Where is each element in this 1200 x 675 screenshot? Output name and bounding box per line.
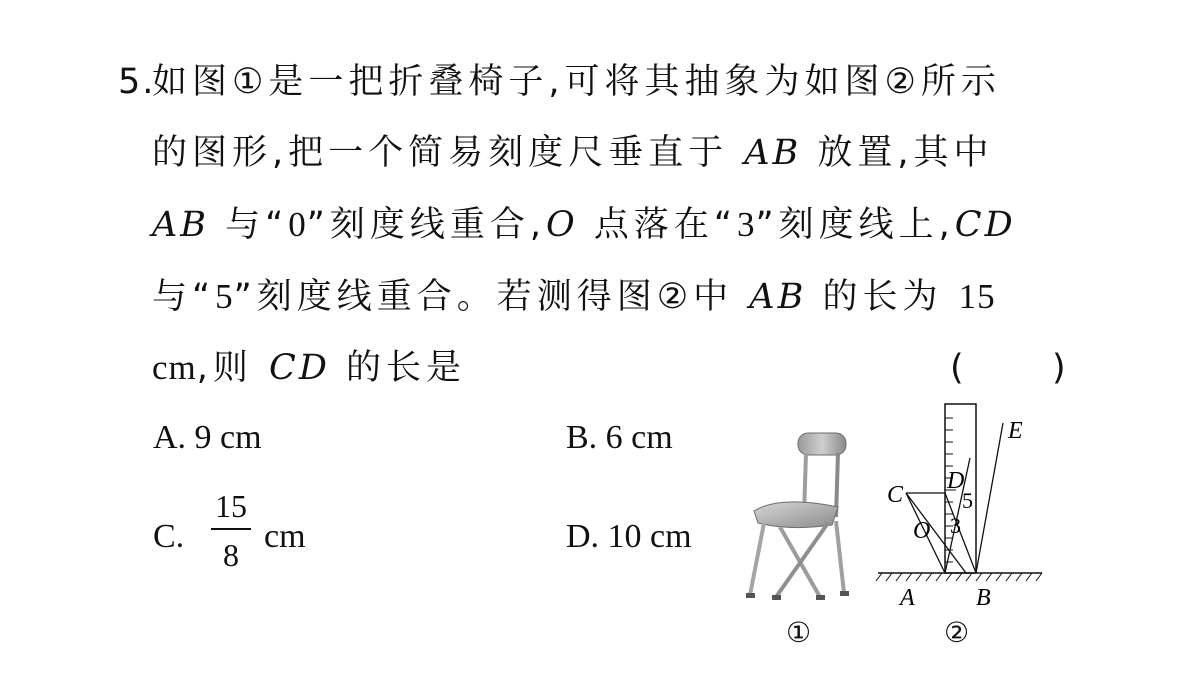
segment-cd: CD [269, 348, 330, 388]
question-text: 的长为 [822, 277, 943, 317]
label-e: E [1008, 418, 1023, 444]
question-text: 与“ [225, 205, 289, 245]
segment-ab: AB [152, 205, 209, 245]
question-text: ”刻度线重合。若测得图②中 [233, 277, 734, 317]
figure-1-caption: ① [786, 616, 812, 649]
option-c-unit: cm [264, 518, 306, 555]
mark-three: 3 [737, 205, 756, 244]
question-text: ,则 [196, 348, 253, 388]
length-value: 15 [958, 277, 996, 316]
question-text: 放置,其中 [817, 133, 994, 173]
point-o: O [546, 205, 578, 245]
label-d: D [947, 468, 965, 494]
question-text: 如图①是一把折叠椅子,可将其抽象为如图②所示 [152, 62, 1001, 102]
segment-ab: AB [749, 277, 807, 317]
question-text: 的长是 [346, 348, 467, 388]
question-line-1 [152, 62, 1001, 102]
figure-2-caption: ② [944, 616, 970, 649]
question-line-5 [152, 348, 466, 388]
label-five: 5 [962, 488, 973, 513]
question-text: ”刻度线重合, [306, 205, 547, 245]
length-unit: cm [152, 348, 197, 387]
option-d[interactable]: D. 10 cm [566, 518, 692, 555]
question-line-3 [152, 205, 1016, 245]
question-line-2 [152, 133, 994, 173]
fraction-denominator: 8 [223, 537, 239, 573]
question-text: ”刻度线上, [755, 205, 955, 245]
mark-zero: 0 [288, 205, 307, 244]
question-number: 5. [118, 62, 156, 102]
answer-bracket-open: ( [950, 348, 964, 388]
label-a: A [900, 585, 915, 611]
folding-chair-image [740, 425, 860, 610]
question-text: 与“ [152, 277, 216, 317]
option-a[interactable]: A. 9 cm [153, 419, 262, 456]
label-b: B [976, 585, 991, 611]
geometry-figure [870, 398, 1050, 613]
option-b[interactable]: B. 6 cm [566, 419, 673, 456]
answer-bracket-close: ) [1052, 348, 1066, 388]
mark-five: 5 [215, 277, 234, 316]
label-three: 3 [950, 513, 961, 538]
fraction-bar [211, 528, 251, 530]
question-line-4 [152, 277, 996, 317]
segment-cd: CD [954, 205, 1016, 245]
label-c: C [887, 482, 904, 508]
question-text: 点落在“ [593, 205, 738, 245]
question-text: 的图形,把一个简易刻度尺垂直于 [152, 133, 729, 173]
segment-ab: AB [744, 133, 802, 173]
label-o: O [913, 518, 931, 544]
fraction-numerator: 15 [215, 488, 247, 524]
line-be [976, 423, 1003, 573]
option-c-label: C. [153, 518, 185, 555]
